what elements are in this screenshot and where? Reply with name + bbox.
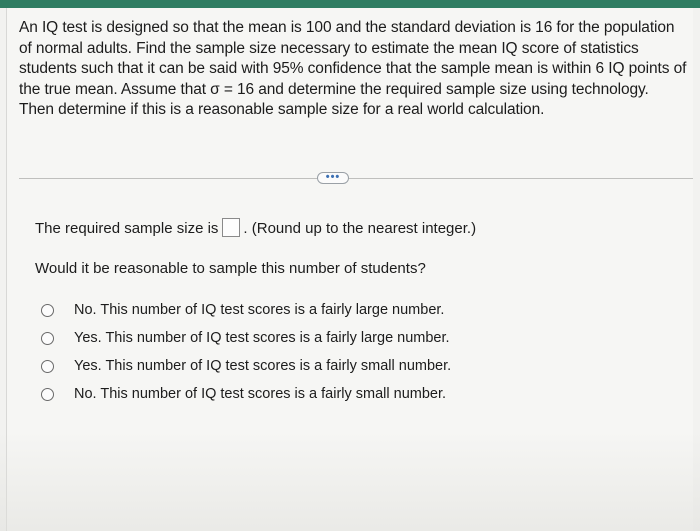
radio-button-icon[interactable] (41, 388, 54, 401)
option-d[interactable] (41, 380, 451, 408)
option-label: Yes. This number of IQ test scores is a fairly large number. (74, 330, 450, 346)
answer-options (41, 296, 451, 408)
option-label: Yes. This number of IQ test scores is a fairly small number. (74, 358, 452, 374)
radio-button-icon[interactable] (41, 360, 54, 373)
option-a[interactable] (41, 296, 451, 324)
option-label: No. This number of IQ test scores is a fairly small number. (74, 386, 447, 402)
question-panel (6, 8, 693, 531)
option-c[interactable] (41, 352, 451, 380)
answer-prefix: The required sample size is (35, 220, 219, 237)
option-label: No. This number of IQ test scores is a fairly large number. (74, 302, 445, 318)
top-accent-strip (0, 0, 700, 8)
more-options-button[interactable]: ••• (317, 172, 349, 184)
followup-question: Would it be reasonable to sample this number of students? (35, 260, 426, 277)
sample-size-input[interactable] (222, 218, 240, 237)
section-divider (19, 178, 693, 179)
option-b[interactable] (41, 324, 451, 352)
answer-suffix: . (Round up to the nearest integer.) (243, 220, 477, 237)
radio-button-icon[interactable] (41, 304, 54, 317)
answer-line (35, 218, 476, 239)
question-text: An IQ test is designed so that the mean is 100 and the standard deviation is 16 for the population of normal adults. Find the sample size necessary to estimate the mean IQ score of statistics students such that it can be said with 95% confidence that the sample mean is within 6 IQ points of the true mean. Assume that σ = 16 and determine the required sample size using technology. Then determine if this is a reasonable sample size for a real world calculation. (19, 19, 687, 118)
radio-button-icon[interactable] (41, 332, 54, 345)
